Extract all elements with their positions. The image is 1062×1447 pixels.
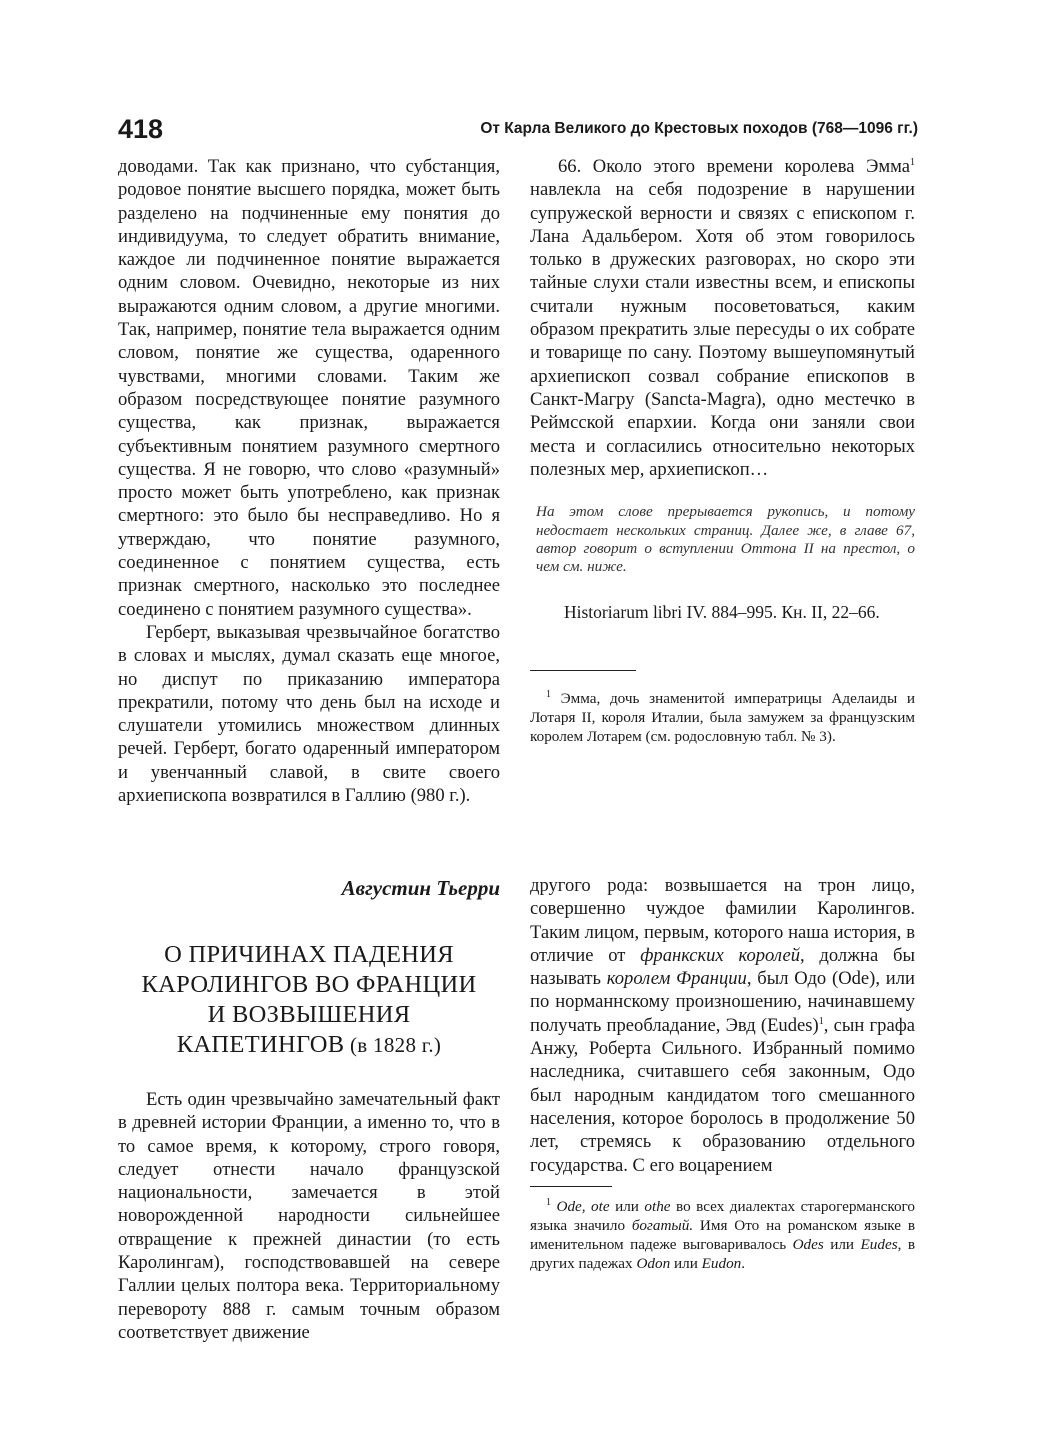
text-run: или (670, 1255, 702, 1273)
title-line-4 (118, 1030, 500, 1060)
italic-term: Ode, ote (551, 1197, 610, 1215)
italic-term: Eudes (860, 1236, 898, 1254)
title-line: КАРОЛИНГОВ ВО ФРАНЦИИ (141, 971, 477, 998)
column-top-right (530, 155, 915, 747)
footnote (530, 689, 915, 747)
italic-term: богатый. (631, 1217, 694, 1235)
text-run: , был Одо (Ode), или по норманнскому произношению, начинавшему получать преобладание, Эвд (Eudes) (530, 968, 915, 1036)
text-run: , в других падежах (530, 1236, 915, 1273)
running-title: От Карла Великого до Крестовых походов (768—1096 гг.) (480, 120, 918, 137)
footnote-marker: 1 (546, 689, 551, 701)
italic-term: Odes (792, 1236, 824, 1254)
italic-term: Eudon (701, 1255, 742, 1273)
footnote-divider (530, 1186, 612, 1187)
text-run: или (609, 1197, 645, 1215)
editor-note: На этом слове прерывается рукопись, и потому недостает нескольких страниц. Далее же, в главе 67, автор говорит о вступлении Оттона II на престол, о чем см. ниже. (536, 503, 915, 576)
paragraph (530, 874, 915, 1177)
article-author: Августин Тьерри (341, 876, 500, 900)
text-run: навлекла на себя подозрение в нарушении супружеской верности и связях с епископом г. Лана Адальбером. Хотя об этом говорилось только в дружеских разговорах, но скоро эти тайные слухи стали известны всем, и епископы считали нужным посоветоваться, каким образом прекратить злые пересуды о их собрате и товарище по сану. Поэтому вышеупомянутый архиепископ созвал собрание епископов в Санкт-Магру (Sancta-Magra), одно местечко в Реймсской епархии. Когда они заняли свои места и согласились относительно некоторых полезных мер, архиепископ… (530, 179, 915, 480)
paragraph: Есть один чрезвычайно замечательный факт в древней истории Франции, а именно то, что в то самое время, к которому, строго говоря, следует отнести начало французской национальности, замечается в этой новорожденной народности сильнейшее отвращение к прежней династии (то есть Каролингам), господствовавшей на севере Галлии целых полтора века. Территориальному перевороту 888 г. самым точным образом соответствует движение (118, 1089, 500, 1343)
title-line: О ПРИЧИНАХ ПАДЕНИЯ (164, 941, 454, 968)
title-year: (в 1828 г.) (344, 1033, 442, 1057)
text-run: , должна бы называть (530, 944, 915, 990)
italic-term: франкских королей (640, 944, 801, 966)
italic-term: othe (644, 1197, 671, 1215)
text-run: другого рода: возвышается на трон лицо, совершенно чуждое фамилии Каролингов. Таким лицом, первым, которого наша история, в отличие от (530, 875, 915, 966)
footnote-marker: 1 (818, 1015, 824, 1027)
paragraph-66 (530, 155, 915, 481)
footnote-divider (530, 670, 636, 671)
title-line: И ВОЗВЫШЕНИЯ (207, 1001, 411, 1028)
page-number: 418 (118, 114, 164, 144)
column-bottom-right (530, 874, 915, 1274)
footnote-text: Эмма, дочь знаменитой императрицы Аделаиды и Лотаря II, короля Италии, была замужем за французским королем Лотарем (см. родословную табл. № 3). (530, 690, 915, 746)
paragraph: доводами. Так как признано, что субстанция, родовое понятие высшего порядка, может быть разделено на подчиненные ему понятия до индивидуума, то следует обратить внимание, каждое ли подчиненное понятие выражается одним словом. Очевидно, некоторые из них выражаются одним словом, а другие многими. Так, например, понятие тела выражается одним словом, понятие же существа, одаренного чувствами, многими словами. Таким же образом посредствующее понятие разумного существа, как признак, выражается субъективным понятием разумного смертного существа. Я не говорю, что слово «разумный» просто может быть употреблено, как признак смертного: это было бы несправедливо. Но я утверждаю, что понятие разумного, соединенное с понятием существа, есть признак смертного, насколько это последнее соединено с понятием разумного существа». (118, 156, 500, 620)
text-run: 66. Около этого времени королева Эмма (558, 156, 910, 177)
article-title (118, 940, 500, 1060)
title-text: КАПЕТИНГОВ (176, 1031, 345, 1058)
column-bottom-left (118, 874, 500, 1344)
paragraph: Герберт, выказывая чрезвычайное богатство в словах и мыслях, думал сказать еще многое, но диспут по приказанию императора прекратили, потому что день был на исходе и слушатели утомились множеством длинных речей. Герберт, богато одаренный императором и увенчанный славой, в свите своего архиепископа возвратился в Галлию (980 г.). (118, 621, 500, 807)
text-run: или (823, 1236, 861, 1254)
footnote-marker: 1 (910, 156, 915, 168)
footnote (530, 1197, 915, 1274)
text-run: Имя Ото на романском языке в именительном падеже выговаривалось (530, 1217, 915, 1254)
italic-term: Odon (636, 1255, 671, 1273)
text-run: . (741, 1255, 746, 1273)
column-top-left (118, 155, 500, 807)
text-run: во всех диалектах старогерманского языка значило (530, 1197, 916, 1235)
running-header (118, 112, 918, 148)
footnote-marker: 1 (546, 1196, 551, 1208)
source-citation: Historiarum libri IV. 884–995. Кн. II, 22–66. (564, 601, 880, 622)
text-run: , сын графа Анжу, Роберта Сильного. Избранный помимо наследника, считавшего себя законным, Одо был народным кандидатом того смешанного населения, которое боролось в продолжение 50 лет, стремясь к образованию отдельного государства. С его воцарением (530, 1014, 915, 1176)
italic-term: королем Франции (606, 968, 747, 990)
